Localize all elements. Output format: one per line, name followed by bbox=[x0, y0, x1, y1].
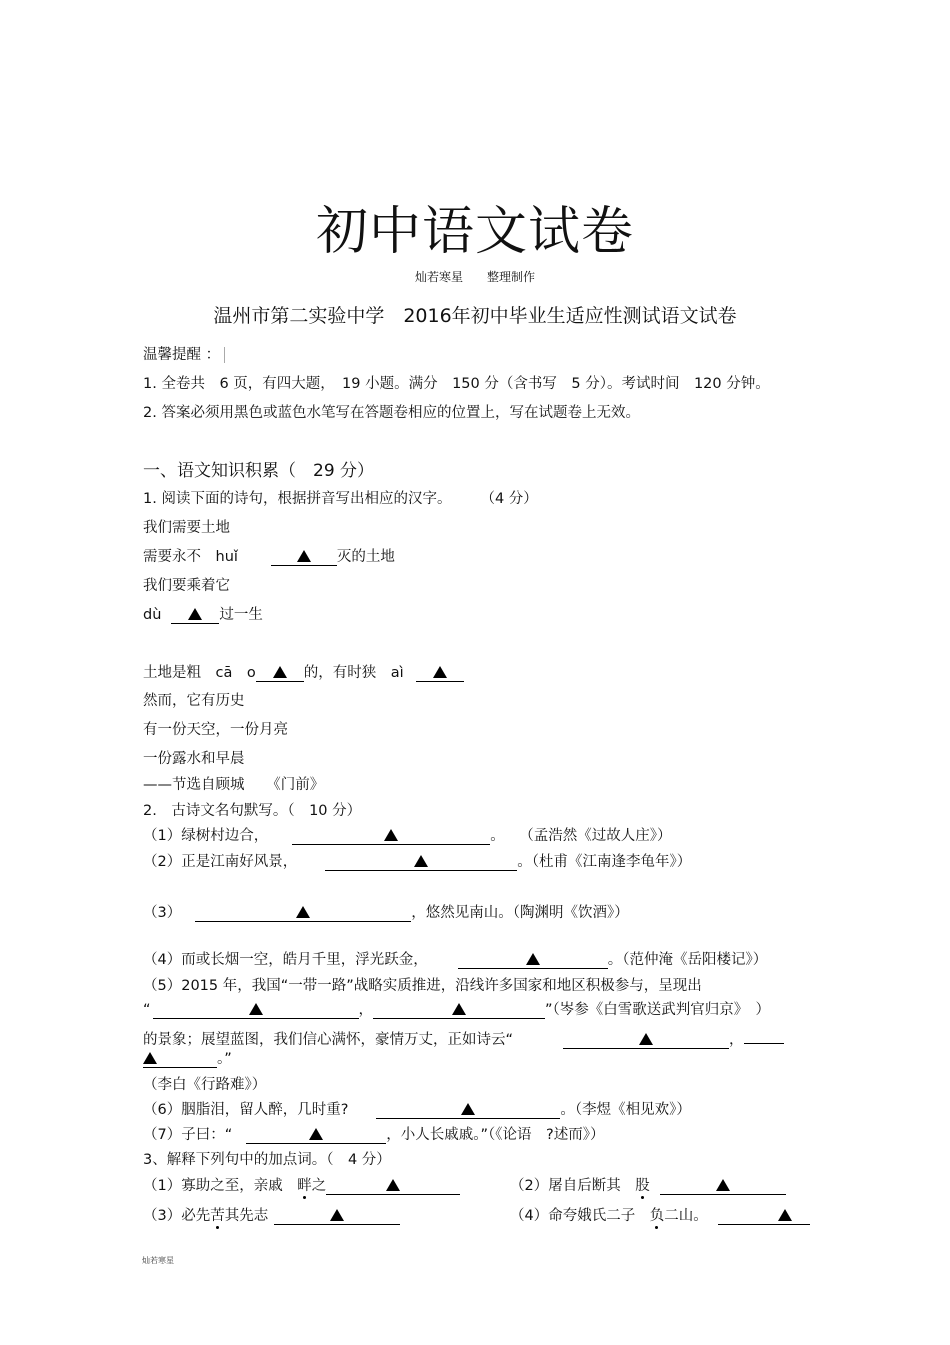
triangle-icon bbox=[309, 1128, 323, 1140]
triangle-icon bbox=[778, 1209, 792, 1221]
answer-blank[interactable] bbox=[660, 1177, 786, 1195]
triangle-icon bbox=[452, 1003, 466, 1015]
triangle-icon bbox=[249, 1003, 263, 1015]
dotted-word: 负 bbox=[649, 1208, 665, 1224]
answer-blank[interactable] bbox=[153, 1001, 359, 1019]
reminder-label: 温馨提醒 ： bbox=[143, 346, 225, 364]
answer-blank[interactable] bbox=[416, 664, 464, 682]
poem-line-5: 土地是粗 cā o 的，有时狭 aì bbox=[143, 664, 464, 682]
answer-blank[interactable] bbox=[256, 664, 304, 682]
poem-line-3: 我们要乘着它 bbox=[143, 578, 230, 594]
answer-blank[interactable] bbox=[274, 1207, 400, 1225]
triangle-icon bbox=[526, 953, 540, 965]
triangle-icon bbox=[414, 855, 428, 867]
reminder-line-2: 2. 答案必须用黑色或蓝色水笔写在答题卷相应的位置上，写在试题卷上无效。 bbox=[143, 405, 640, 421]
triangle-icon bbox=[273, 666, 287, 678]
answer-blank[interactable] bbox=[325, 853, 517, 871]
question-3-item-4: （4）命夸娥氏二子 负二山。 bbox=[510, 1207, 810, 1225]
answer-blank[interactable] bbox=[744, 1026, 784, 1044]
poem-line-6: 然而，它有历史 bbox=[143, 693, 245, 709]
question-3-item-3: （3）必先苦其先志 bbox=[143, 1207, 400, 1225]
question-2-item-6: （6）胭脂泪，留人醉，几时重? 。（李煜《相见欢》） bbox=[143, 1102, 691, 1118]
question-2-item-1: （1）绿树村边合， 。 （孟浩然《过故人庄》） bbox=[143, 828, 672, 844]
question-2-stem: 2. 古诗文名句默写。（ 10 分） bbox=[143, 803, 362, 819]
poem-line-1: 我们需要土地 bbox=[143, 520, 230, 536]
triangle-icon bbox=[716, 1179, 730, 1191]
section-1-heading: 一、语文知识积累（ 29 分） bbox=[143, 461, 375, 481]
question-2-item-5-line-5: （李白《行路难》） bbox=[143, 1077, 267, 1093]
question-2-item-3: （3） ，悠然见南山。（陶渊明《饮酒》） bbox=[143, 905, 629, 921]
answer-blank[interactable] bbox=[171, 606, 219, 624]
triangle-icon bbox=[384, 829, 398, 841]
question-3-stem: 3、解释下列句中的加点词。（ 4 分） bbox=[143, 1152, 391, 1168]
answer-blank[interactable] bbox=[718, 1207, 810, 1225]
answer-blank[interactable] bbox=[458, 951, 608, 969]
question-3-item-2: （2）屠自后断其 股 bbox=[510, 1177, 786, 1195]
poem-line-4: dù 过一生 bbox=[143, 607, 263, 623]
dotted-word: 苦 bbox=[210, 1208, 225, 1224]
triangle-icon bbox=[639, 1033, 653, 1045]
triangle-icon bbox=[143, 1052, 157, 1064]
footer-text: 灿若寒星 bbox=[142, 1256, 174, 1265]
poem-line-7: 有一份天空，一份月亮 bbox=[143, 722, 288, 738]
triangle-icon bbox=[330, 1209, 344, 1221]
answer-blank[interactable] bbox=[143, 1050, 217, 1068]
answer-blank[interactable] bbox=[563, 1031, 729, 1049]
answer-blank[interactable] bbox=[271, 548, 337, 566]
question-1-stem: 1. 阅读下面的诗句，根据拼音写出相应的汉字。 （4 分） bbox=[143, 491, 538, 507]
page-title: 初中语文试卷 bbox=[315, 202, 634, 262]
poem-line-2: 需要永不 huǐ 灭的土地 bbox=[143, 549, 395, 565]
triangle-icon bbox=[297, 550, 311, 562]
exam-subtitle: 温州市第二实验中学 2016年初中毕业生适应性测试语文试卷 bbox=[213, 305, 737, 327]
question-2-item-5-line-3: 的景象；展望蓝图，我们信心满怀，豪情万丈，正如诗云“ ， bbox=[143, 1026, 784, 1049]
triangle-icon bbox=[433, 666, 447, 678]
triangle-icon bbox=[386, 1179, 400, 1191]
byline: 灿若寒星 整理制作 bbox=[414, 270, 535, 284]
question-3-item-1: （1）寡助之至，亲戚 畔之 bbox=[143, 1177, 460, 1195]
poem-line-8: 一份露水和早晨 bbox=[143, 751, 245, 767]
dotted-word: 股 bbox=[635, 1178, 650, 1194]
triangle-icon bbox=[296, 906, 310, 918]
question-2-item-7: （7）子曰：“ ，小人长戚戚。”（《论语 ?述而》） bbox=[143, 1127, 605, 1143]
triangle-icon bbox=[188, 608, 202, 620]
poem-source: ——节选自顾城 《门前》 bbox=[143, 777, 325, 793]
answer-blank[interactable] bbox=[376, 1101, 560, 1119]
triangle-icon bbox=[461, 1103, 475, 1115]
question-2-item-5-line-2: “ ， ”（岑参《白雪歌送武判官归京》 ） bbox=[143, 1002, 771, 1018]
answer-blank[interactable] bbox=[292, 827, 490, 845]
answer-blank[interactable] bbox=[326, 1177, 460, 1195]
question-2-item-5-line-1: （5）2015 年，我国“一带一路”战略实质推进，沿线许多国家和地区积极参与，呈现出 bbox=[143, 978, 702, 994]
dotted-word: 畔 bbox=[297, 1178, 312, 1194]
answer-blank[interactable] bbox=[195, 904, 411, 922]
reminder-line-1: 1. 全卷共 6 页，有四大题， 19 小题。满分 150 分（含书写 5 分）。考试时间 120 分钟。 bbox=[143, 376, 770, 392]
answer-blank[interactable] bbox=[246, 1126, 386, 1144]
answer-blank[interactable] bbox=[373, 1001, 545, 1019]
question-2-item-5-line-4: 。” bbox=[143, 1050, 232, 1068]
question-2-item-4: （4）而或长烟一空，皓月千里，浮光跃金， 。（范仲淹《岳阳楼记》） bbox=[143, 952, 768, 968]
question-2-item-2: （2）正是江南好风景， 。（杜甫《江南逢李龟年》） bbox=[143, 854, 692, 870]
